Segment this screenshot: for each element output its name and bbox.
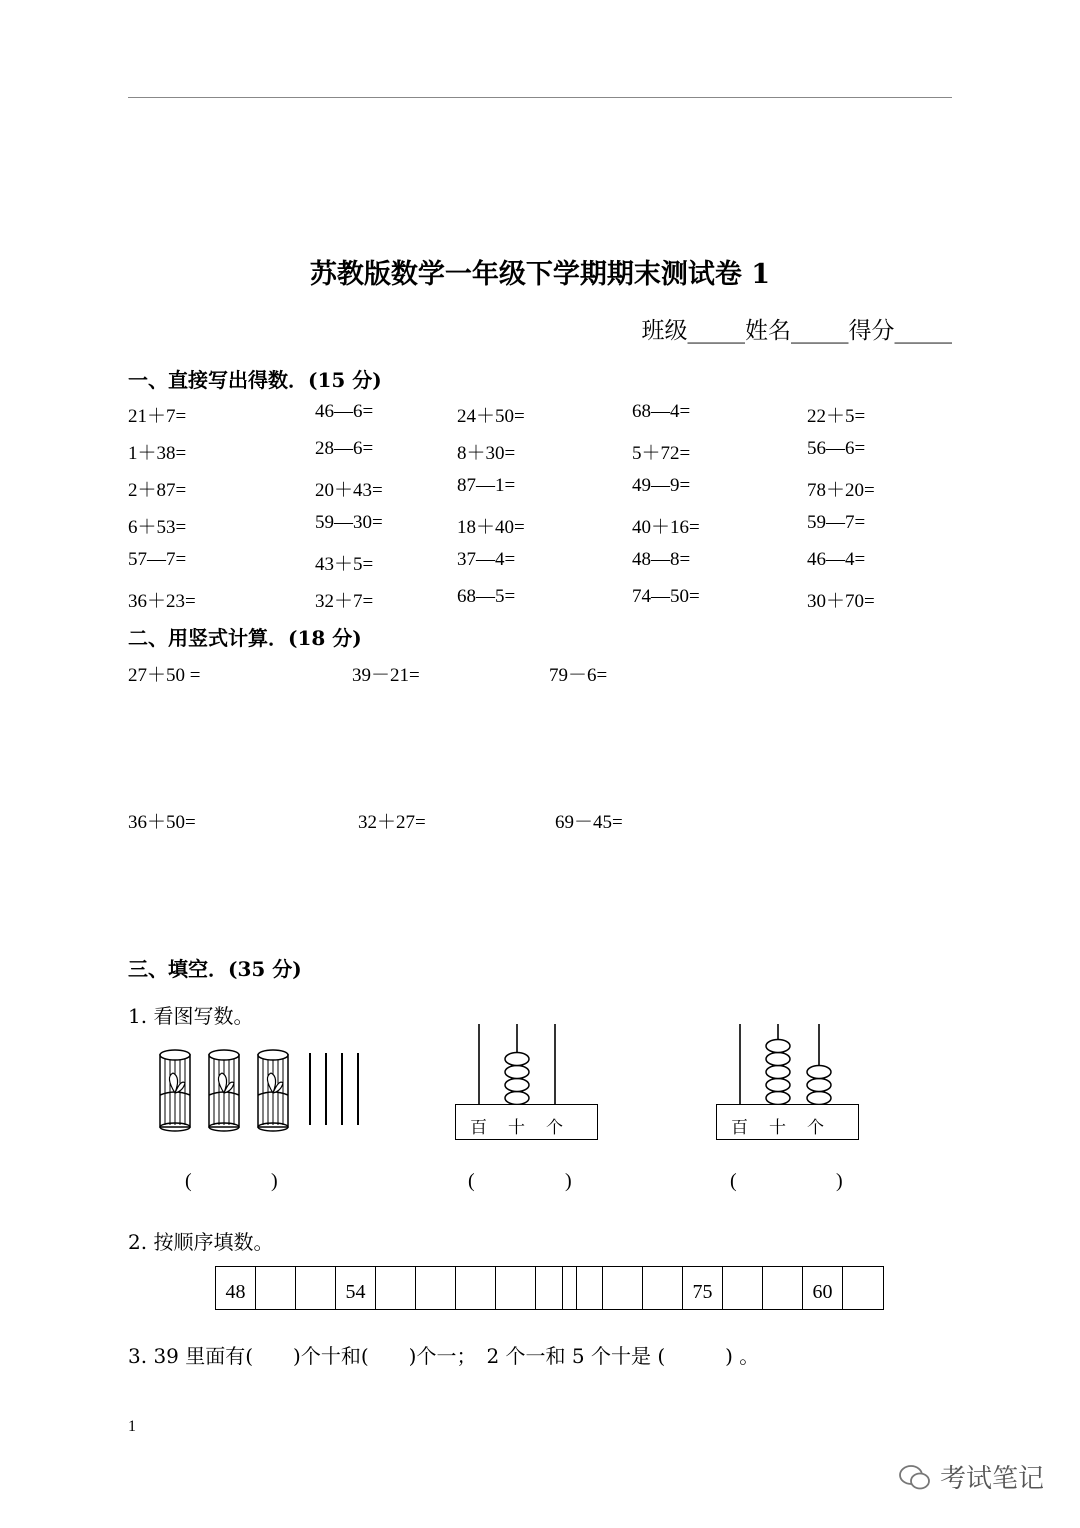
sequence-cell[interactable] [376, 1267, 416, 1309]
mental-math-problem: 49—9= [632, 475, 691, 496]
place-hundreds: 百 [470, 1118, 487, 1138]
place-ones: 个 [807, 1118, 824, 1138]
mental-math-problem: 28—6= [315, 438, 374, 459]
answer-paren-open: ( [730, 1170, 737, 1192]
vertical-problem: 79－6= [549, 665, 608, 686]
answer-paren-close: ) [271, 1170, 278, 1192]
abacus-2-place-labels [716, 1104, 859, 1140]
answer-paren-open: ( [468, 1170, 475, 1192]
sequence-cell[interactable] [763, 1267, 803, 1309]
sequence-cell[interactable]: 75 [683, 1267, 723, 1309]
sequence-cell[interactable] [843, 1267, 883, 1309]
mental-math-problem: 36＋23= [128, 591, 196, 612]
abacus-bead [807, 1079, 831, 1092]
sequence-cell[interactable]: 48 [216, 1267, 256, 1309]
mental-math-problem: 32＋7= [315, 591, 374, 612]
vertical-problem: 69－45= [555, 812, 623, 833]
abacus-bead [505, 1053, 529, 1066]
mental-math-problem: 43＋5= [315, 554, 374, 575]
mental-math-problem: 68—4= [632, 401, 691, 422]
mental-math-problem: 22＋5= [807, 406, 866, 427]
mental-math-problem: 30＋70= [807, 591, 875, 612]
sequence-cell[interactable] [456, 1267, 496, 1309]
place-tens: 十 [508, 1118, 525, 1138]
page-number: 1 [128, 1418, 136, 1435]
mental-math-problem: 48—8= [632, 549, 691, 570]
sequence-cell[interactable] [723, 1267, 763, 1309]
stick-bundle [258, 1050, 288, 1131]
section3-heading: 三、填空．(35 分) [128, 957, 302, 981]
mental-math-problem: 37—4= [457, 549, 516, 570]
mental-math-problem: 87—1= [457, 475, 516, 496]
stick-bundles-illustration [150, 1045, 370, 1135]
abacus-bead [505, 1079, 529, 1092]
abacus-bead [505, 1066, 529, 1079]
sequence-cell[interactable] [256, 1267, 296, 1309]
q3-text: 3. 39 里面有( )个十和( )个一； 2 个一和 5 个十是 ( ) 。 [128, 1344, 760, 1368]
watermark [898, 1458, 1044, 1495]
sequence-cell[interactable]: 54 [336, 1267, 376, 1309]
mental-math-problem: 6＋53= [128, 517, 187, 538]
sequence-row-1 [215, 1266, 577, 1310]
q2-label: 2. 按顺序填数。 [128, 1230, 274, 1254]
mental-math-problem: 57—7= [128, 549, 187, 570]
section1-heading: 一、直接写出得数．(15 分) [128, 368, 382, 392]
mental-math-problem: 18＋40= [457, 517, 525, 538]
mental-math-problem: 46—6= [315, 401, 374, 422]
mental-math-problem: 68—5= [457, 586, 516, 607]
place-hundreds: 百 [731, 1118, 748, 1138]
sequence-cell[interactable]: 60 [803, 1267, 843, 1309]
abacus-1-place-labels [455, 1104, 598, 1140]
abacus-bead [766, 1040, 790, 1053]
mental-math-problem: 74—50= [632, 586, 700, 607]
sequence-cell[interactable] [603, 1267, 643, 1309]
vertical-problem: 32＋27= [358, 812, 426, 833]
sequence-row-2 [562, 1266, 884, 1310]
place-ones: 个 [546, 1118, 563, 1138]
page-title: 苏教版数学一年级下学期期末测试卷 1 [309, 259, 771, 290]
abacus-bead [766, 1079, 790, 1092]
vertical-problem: 27＋50 = [128, 665, 201, 686]
answer-paren-close: ) [836, 1170, 843, 1192]
abacus-2 [716, 1020, 866, 1110]
header-rule [128, 97, 952, 98]
answer-paren-open: ( [185, 1170, 192, 1192]
mental-math-problem: 5＋72= [632, 443, 691, 464]
mental-math-problem: 1＋38= [128, 443, 187, 464]
mental-math-problem: 40＋16= [632, 517, 700, 538]
mental-math-problem: 46—4= [807, 549, 866, 570]
place-tens: 十 [769, 1118, 786, 1138]
q1-label: 1. 看图写数。 [128, 1004, 254, 1028]
abacus-bead [766, 1092, 790, 1105]
stick-bundle [209, 1050, 239, 1131]
wechat-icon [898, 1462, 932, 1492]
abacus-bead [807, 1092, 831, 1105]
answer-paren-close: ) [565, 1170, 572, 1192]
mental-math-problem: 21＋7= [128, 406, 187, 427]
vertical-problem: 36＋50= [128, 812, 196, 833]
mental-math-problem: 59—30= [315, 512, 383, 533]
abacus-bead [807, 1066, 831, 1079]
watermark-text: 考试笔记 [939, 1464, 1044, 1494]
sequence-cell[interactable] [496, 1267, 536, 1309]
mental-math-problem: 78＋20= [807, 480, 875, 501]
abacus-1 [455, 1020, 605, 1110]
mental-math-problem: 20＋43= [315, 480, 383, 501]
mental-math-problem: 8＋30= [457, 443, 516, 464]
abacus-bead [505, 1092, 529, 1105]
sequence-cell[interactable] [296, 1267, 336, 1309]
sequence-cell[interactable] [563, 1267, 603, 1309]
mental-math-problem: 59—7= [807, 512, 866, 533]
vertical-problem: 39－21= [352, 665, 420, 686]
mental-math-problem: 56—6= [807, 438, 866, 459]
mental-math-problem: 2＋87= [128, 480, 187, 501]
section2-heading: 二、用竖式计算．(18 分) [128, 626, 362, 650]
sequence-cell[interactable] [416, 1267, 456, 1309]
sequence-cell[interactable] [643, 1267, 683, 1309]
student-info-line: 班级_____姓名_____得分_____ [641, 318, 952, 344]
mental-math-problem: 24＋50= [457, 406, 525, 427]
stick-bundle [160, 1050, 190, 1131]
abacus-bead [766, 1053, 790, 1066]
abacus-bead [766, 1066, 790, 1079]
